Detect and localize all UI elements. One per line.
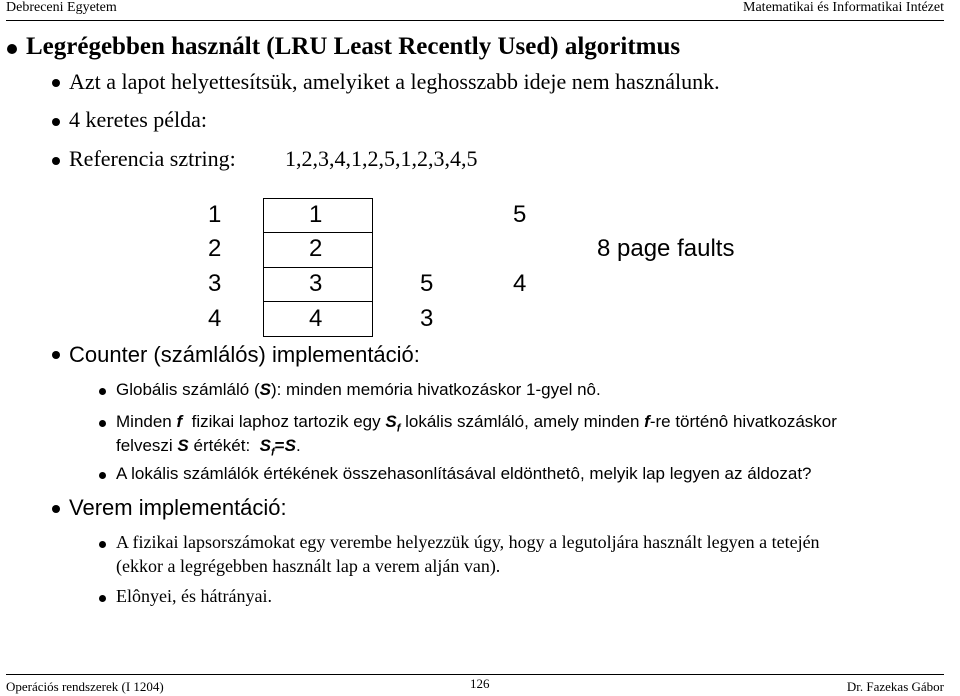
stack-item-2: Elônyei, és hátrányai. — [116, 586, 272, 606]
frame-cell: 1 — [208, 201, 222, 228]
footer-rule — [6, 674, 944, 675]
frame-cell: 2 — [309, 235, 323, 262]
frame-cell: 4 — [208, 305, 222, 332]
bullet-text-1: Azt a lapot helyettesítsük, amelyiket a leghosszabb ideje nem használunk. — [69, 69, 720, 94]
frame-divider — [263, 267, 373, 268]
header-department: Matematikai és Informatikai Intézet — [743, 0, 944, 15]
bullet-icon — [99, 420, 106, 427]
stack-item-1-line-2: (ekkor a legrégebben használt lap a verem alján van). — [116, 556, 501, 576]
frame-cell: 3 — [208, 270, 222, 297]
counter-item-1: Globális számláló (S): minden memória hivatkozáskor 1-gyel nô. — [116, 380, 601, 399]
counter-item-2-line-2: felveszi S értékét: $S_f=S$. — [116, 436, 301, 459]
page-number: 126 — [470, 676, 490, 691]
frame-cell: 4 — [309, 305, 323, 332]
bullet-icon — [99, 595, 106, 602]
frame-cell: 1 — [309, 201, 323, 228]
counter-item-3: A lokális számlálók értékének összehasonlításával eldönthetô, melyik lap legyen az áldozat? — [116, 464, 812, 483]
frame-divider — [263, 232, 373, 233]
frame-cell: 2 — [208, 235, 222, 262]
frame-cell: 5 — [420, 270, 434, 297]
slide-title: Legrégebben használt (LRU Least Recently Used) algoritmus — [26, 33, 681, 60]
reference-string: 1,2,3,4,1,2,5,1,2,3,4,5 — [285, 146, 478, 171]
bullet-icon — [7, 44, 17, 54]
frame-cell: 4 — [513, 270, 527, 297]
footer-course: Operációs rendszerek (I 1204) — [6, 679, 164, 694]
header-institution: Debreceni Egyetem — [6, 0, 117, 15]
header-rule — [6, 20, 944, 21]
bullet-icon — [99, 541, 106, 548]
frame-cell: 5 — [513, 201, 527, 228]
bullet-icon — [52, 118, 60, 126]
frame-cell: 3 — [309, 270, 323, 297]
stack-item-1-line-1: A fizikai lapsorszámokat egy verembe helyezzük úgy, hogy a legutoljára használt legyen a tetején — [116, 532, 820, 552]
bullet-icon — [52, 79, 60, 87]
bullet-icon — [52, 351, 60, 359]
counter-item-2-line-1: Minden f fizikai laphoz tartozik egy $S_f$ lokális számláló, amely minden f-re történô hivatkozáskor — [116, 412, 837, 435]
bullet-icon — [99, 472, 106, 479]
footer-author: Dr. Fazekas Gábor — [846, 679, 944, 694]
counter-heading: Counter (számlálós) implementáció: — [69, 342, 420, 367]
bullet-icon — [52, 505, 60, 513]
frame-cell: 3 — [420, 305, 434, 332]
page-faults-label: 8 page faults — [597, 235, 735, 262]
bullet-icon — [52, 157, 60, 165]
bullet-text-2: 4 keretes példa: — [69, 107, 208, 132]
stack-heading: Verem implementáció: — [69, 495, 287, 520]
frame-divider — [263, 301, 373, 302]
bullet-text-3: Referencia sztring: — [69, 146, 236, 171]
bullet-icon — [99, 388, 106, 395]
